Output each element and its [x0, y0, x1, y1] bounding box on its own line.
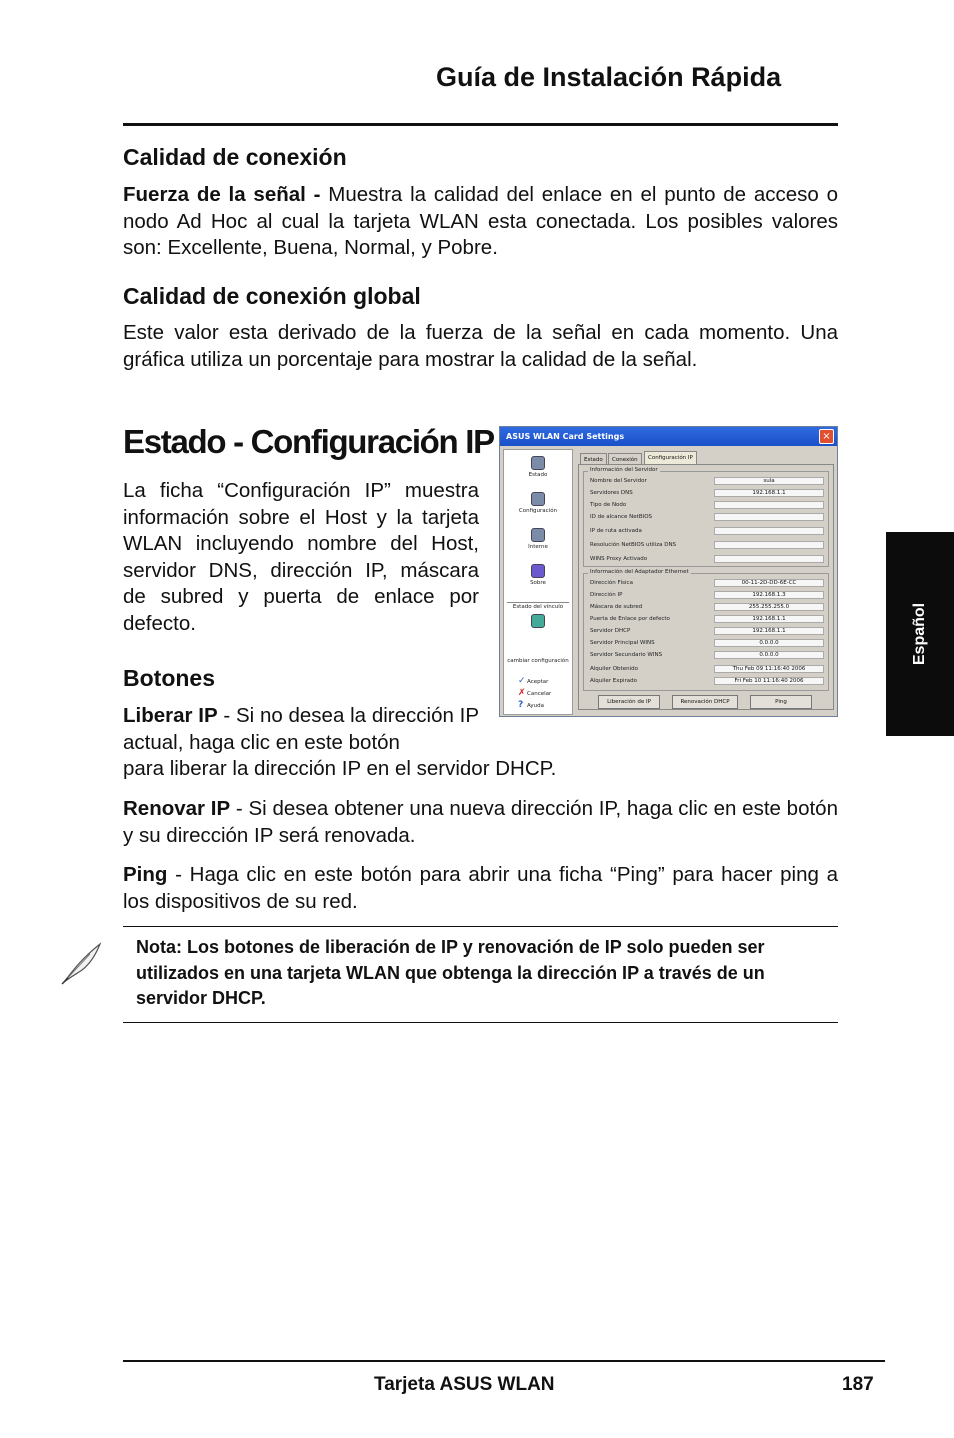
heading-botones: Botones [123, 665, 215, 691]
link-icon [531, 614, 545, 628]
action-ayuda-label: Ayuda [527, 703, 544, 709]
paragraph-ping [123, 862, 838, 915]
heading-calidad-global: Calidad de conexión global [123, 283, 421, 309]
text-liberar-ip: - Si no desea la dirección IP actual, haga clic en este botón [123, 704, 479, 754]
nav-configuracion-label: Configuración [518, 508, 558, 514]
action-ayuda[interactable] [518, 700, 544, 710]
feather-pen-icon [60, 938, 106, 986]
text-renovar-ip: - Si desea obtener una nueva dirección IP, haga clic en este botón y su dirección IP será renovada. [123, 797, 838, 847]
cancel-icon: ✗ [518, 688, 526, 698]
action-cancelar[interactable] [518, 688, 551, 698]
group-server-info [583, 467, 829, 567]
nav-interne-label: Interne [528, 544, 548, 550]
field-value: Thu Feb 09 11:16:40 2006 [714, 665, 824, 673]
footer-product-name: Tarjeta ASUS WLAN [374, 1374, 555, 1395]
close-icon[interactable]: × [819, 429, 834, 444]
footer-rule [123, 1360, 885, 1362]
page-header-title: Guía de Instalación Rápida [436, 62, 782, 92]
field-label: Servidor Secundario WINS [590, 652, 663, 658]
field-value: 255.255.255.0 [714, 603, 824, 611]
field-value: Fri Feb 10 11:16:40 2006 [714, 677, 824, 685]
term-fuerza-senal: Fuerza de la señal - [123, 183, 321, 206]
field-value: 0.0.0.0 [714, 651, 824, 659]
field-label: Alquiler Obtenido [590, 666, 638, 672]
field-value: sula [714, 477, 824, 485]
nav-change-config[interactable]: cambiar configuración [507, 658, 569, 664]
nav-interne[interactable] [504, 528, 572, 550]
config-icon [531, 492, 545, 506]
paragraph-calidad-conexion [123, 182, 838, 262]
field-label: IP de ruta activada [590, 528, 642, 534]
paragraph-renovar-ip [123, 796, 838, 849]
paragraph-liberar-ip [123, 703, 479, 756]
window-nav-panel [503, 449, 573, 715]
language-side-tab [886, 532, 954, 736]
paragraph-estado: La ficha “Configuración IP” muestra información sobre el Host y la tarjeta WLAN incluyendo nombre del Host, servidor DNS, dirección IP, máscara de subred y puerta de enlace por defecto. [123, 479, 479, 635]
tab-conexion[interactable]: Conexión [608, 453, 642, 465]
field-value [714, 501, 824, 509]
network-icon [531, 528, 545, 542]
field-label: Tipo de Nodo [590, 502, 627, 508]
note-bottom-rule [123, 1022, 838, 1023]
field-value [714, 513, 824, 521]
term-liberar-ip: Liberar IP [123, 704, 218, 727]
term-ping: Ping [123, 863, 168, 886]
nav-separator [507, 602, 569, 603]
language-label: Español [911, 602, 928, 666]
accept-icon: ✓ [518, 676, 526, 686]
footer-page-number: 187 [842, 1374, 874, 1395]
nav-estado-label: Estado [528, 472, 548, 478]
field-label: Servidores DNS [590, 490, 633, 496]
field-label: Servidor DHCP [590, 628, 631, 634]
window-title: ASUS WLAN Card Settings [500, 427, 837, 446]
field-value: 00-11-2D-DD-6E-CC [714, 579, 824, 587]
field-label: Dirección Física [590, 580, 633, 586]
field-value: 192.168.1.1 [714, 489, 824, 497]
field-label: Puerta de Enlace por defecto [590, 616, 670, 622]
action-aceptar[interactable] [518, 676, 548, 686]
text-ping: - Haga clic en este botón para abrir una ficha “Ping” para hacer ping a los dispositivos de su red. [123, 863, 838, 913]
action-aceptar-label: Aceptar [527, 679, 549, 685]
field-label: Dirección IP [590, 592, 623, 598]
field-label: Alquiler Expirado [590, 678, 637, 684]
field-label: WINS Proxy Activado [590, 556, 648, 562]
field-label: Servidor Principal WINS [590, 640, 655, 646]
action-cancelar-label: Cancelar [527, 691, 552, 697]
heading-calidad-conexion: Calidad de conexión [123, 144, 347, 170]
note-top-rule [123, 926, 838, 927]
field-value: 192.168.1.1 [714, 627, 824, 635]
field-label: Nombre del Servidor [590, 478, 647, 484]
wlan-settings-window [499, 426, 838, 717]
status-icon [531, 456, 545, 470]
paragraph-calidad-global: Este valor esta derivado de la fuerza de la señal en cada momento. Una gráfica utiliza un porcentaje para mostrar la calidad de la señal. [123, 321, 838, 371]
group-adapter-info-title: Información del Adaptador Ethernet [590, 569, 689, 575]
paragraph-liberar-ip-cont: para liberar la dirección IP en el servidor DHCP. [123, 757, 557, 780]
note-text: Nota: Los botones de liberación de IP y renovación de IP solo pueden ser utilizados en una tarjeta WLAN que obtenga la dirección IP a través de un servidor DHCP. [136, 937, 765, 1008]
text-fuerza-senal: Muestra la calidad del enlace en el punto de acceso o nodo Ad Hoc al cual la tarjeta WLAN esta conectada. Los posibles valores son: Excellente, Buena, Normal, y Pobre. [123, 183, 838, 259]
field-value: 0.0.0.0 [714, 639, 824, 647]
help-icon: ? [518, 700, 524, 710]
field-value [714, 527, 824, 535]
group-adapter-info [583, 569, 829, 691]
field-label: Resolución NetBIOS utiliza DNS [590, 542, 677, 548]
field-label: ID de alcance NetBIOS [590, 514, 653, 520]
field-value: 192.168.1.1 [714, 615, 824, 623]
group-server-info-title: Información del Servidor [590, 467, 658, 473]
nav-configuracion[interactable] [504, 492, 572, 514]
nav-estado[interactable] [504, 456, 572, 478]
header-rule [123, 123, 838, 126]
nav-sobre[interactable] [504, 564, 572, 586]
tab-estado[interactable]: Estado [580, 453, 607, 465]
field-value [714, 541, 824, 549]
term-renovar-ip: Renovar IP [123, 797, 231, 820]
heading-estado-configuracion-ip: Estado - Configuración IP [123, 423, 494, 460]
ping-button[interactable]: Ping [750, 695, 812, 709]
nav-sobre-label: Sobre [530, 580, 546, 586]
release-ip-button[interactable]: Liberación de IP [598, 695, 660, 709]
renew-dhcp-button[interactable]: Renovación DHCP [672, 695, 738, 709]
field-label: Máscara de subred [590, 604, 643, 610]
field-value [714, 555, 824, 563]
about-icon [531, 564, 545, 578]
window-tab-panel [578, 464, 834, 710]
tab-configuracion-ip[interactable]: Configuración IP [644, 451, 697, 465]
nav-link-status[interactable] [504, 614, 572, 630]
nav-section-label: Estado del vínculo [512, 604, 564, 610]
field-value: 192.168.1.3 [714, 591, 824, 599]
